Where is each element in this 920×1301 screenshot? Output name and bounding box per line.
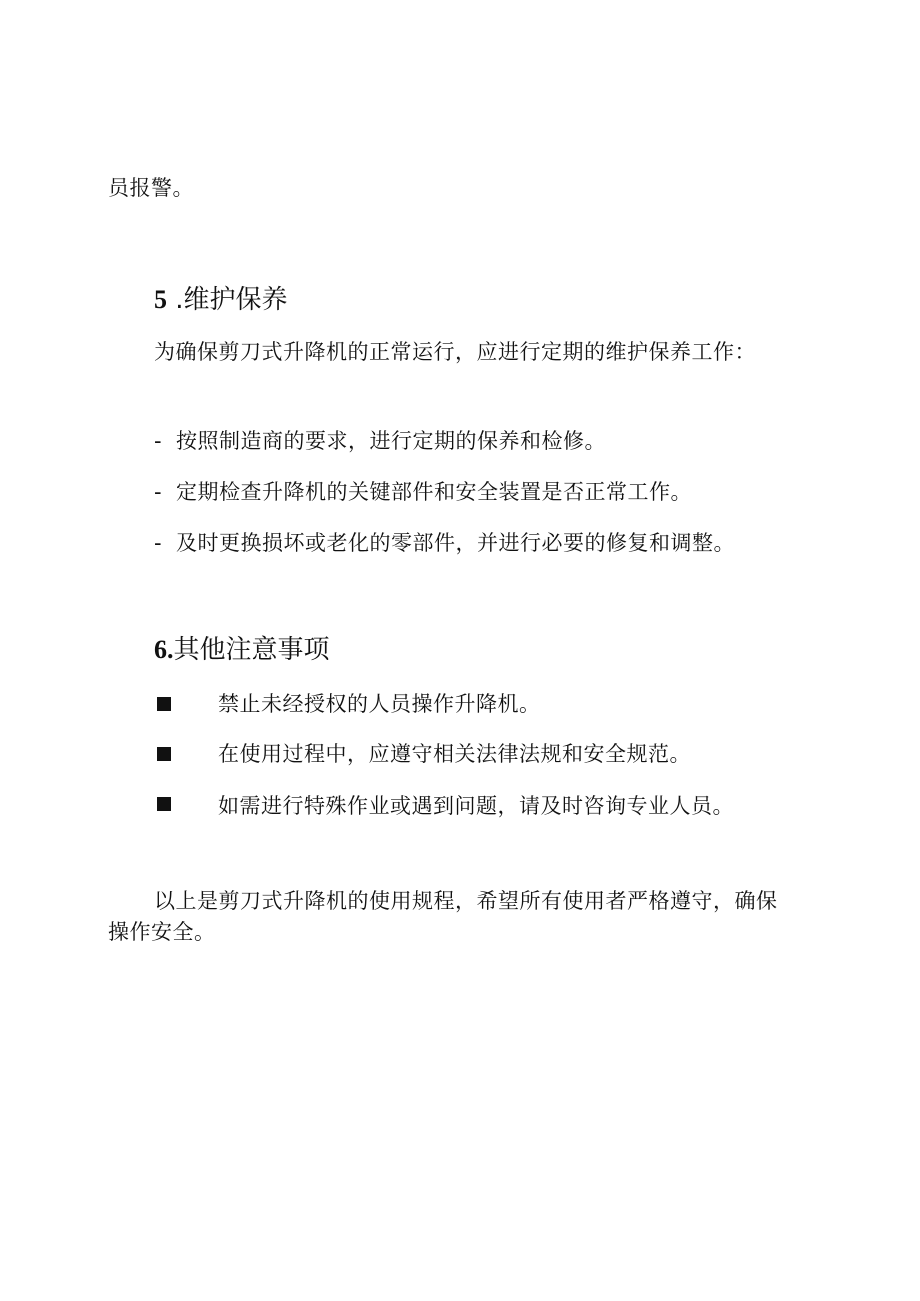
section-5-list-item: [154, 478, 692, 506]
closing-paragraph-line-2: 操作安全。: [108, 920, 216, 944]
section-5-heading: [154, 284, 288, 316]
dash-marker: -: [154, 480, 163, 504]
section-5-list-item: [154, 529, 735, 557]
list-item-text: 及时更换损坏或老化的零部件，并进行必要的修复和调整。: [176, 531, 735, 555]
closing-paragraph-line-1: 以上是剪刀式升降机的使用规程，希望所有使用者严格遵守，确保: [154, 889, 778, 913]
dash-marker: -: [154, 531, 163, 555]
section-6-title: 其他注意事项: [173, 635, 330, 665]
section-6-heading: [154, 634, 330, 666]
dash-marker: -: [154, 429, 163, 453]
section-6-list-item: 禁止未经授权的人员操作升降机。: [218, 692, 541, 716]
square-bullet-icon: [157, 697, 171, 711]
section-5-title: .维护保养: [167, 285, 288, 315]
square-bullet-icon: [157, 747, 171, 761]
list-item-text: 按照制造商的要求，进行定期的保养和检修。: [176, 429, 606, 453]
section-6-number: 6.: [154, 635, 174, 664]
continued-paragraph-fragment: 员报警。: [108, 176, 194, 200]
square-bullet-icon: [157, 797, 171, 811]
section-6-list-item: 在使用过程中，应遵守相关法律法规和安全规范。: [218, 742, 691, 766]
list-item-text: 定期检查升降机的关键部件和安全装置是否正常工作。: [176, 480, 692, 504]
section-5-list-item: [154, 427, 606, 455]
section-5-number: 5: [154, 285, 167, 314]
section-6-list-item: 如需进行特殊作业或遇到问题，请及时咨询专业人员。: [218, 794, 734, 818]
section-5-intro: 为确保剪刀式升降机的正常运行，应进行定期的维护保养工作：: [154, 340, 756, 364]
